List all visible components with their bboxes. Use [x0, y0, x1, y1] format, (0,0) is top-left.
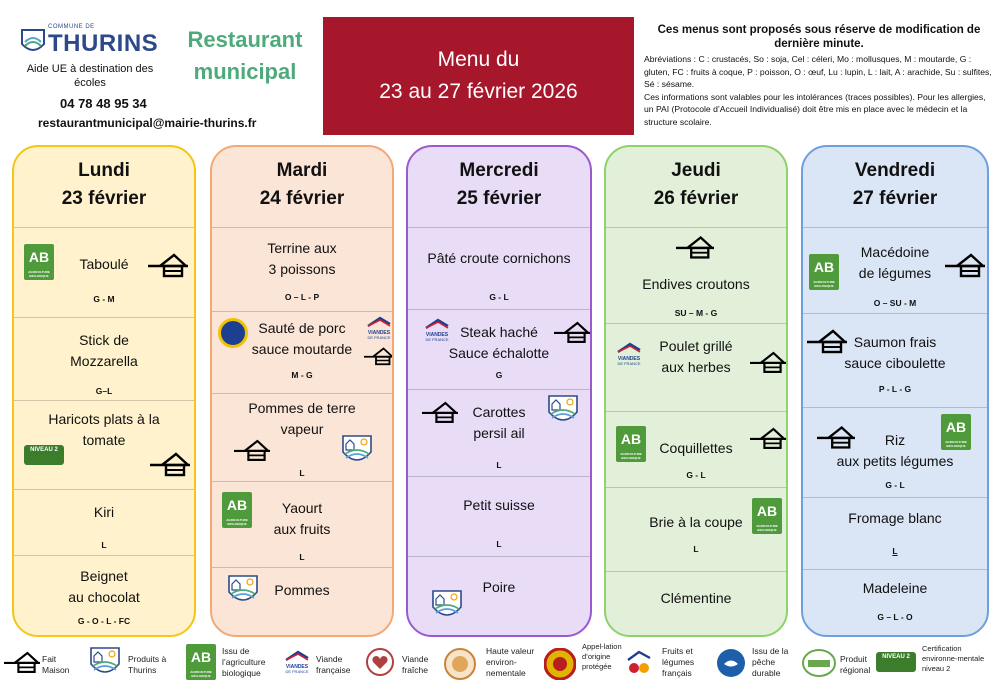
legend-fait-maison: Fait Maison — [42, 654, 70, 675]
dish-allergens: O – SU - M — [873, 298, 917, 308]
dish-name-line1: Steak haché — [460, 324, 538, 340]
dish-name-line1: Yaourt — [281, 500, 323, 516]
fait-maison-icon — [364, 346, 394, 366]
menu-banner-line1: Menu du — [437, 48, 520, 71]
dish-name — [212, 498, 392, 540]
bio-ab-icon: AB AGRICULTURE BIOLOGIQUE — [186, 644, 216, 680]
dish-name-line2: vapeur — [280, 421, 324, 437]
day-header — [803, 147, 987, 227]
dish-name-line2: au chocolat — [68, 589, 140, 605]
day-name: Vendredi — [854, 160, 936, 181]
dish-dessert — [606, 571, 786, 637]
fruits-legumes-francais-icon — [624, 648, 654, 676]
fait-maison-icon — [750, 426, 786, 450]
dish-name: Brie à la coupe — [649, 514, 743, 530]
day-name: Lundi — [78, 160, 130, 181]
day-name: Jeudi — [671, 160, 721, 181]
dish-name-line1: Haricots plats à la — [48, 411, 160, 427]
bio-ab-icon: AB AGRICULTURE BIOLOGIQUE — [752, 498, 782, 534]
legend-certification: Certification environne-mentale niveau 2 — [922, 644, 985, 673]
bio-ab-icon: AB AGRICULTURE BIOLOGIQUE — [941, 414, 971, 450]
dish-plat — [408, 309, 590, 389]
dish-name: Poire — [482, 579, 516, 595]
day-column-mercredi — [406, 145, 592, 637]
dish-name: Clémentine — [660, 590, 732, 606]
dish-name-line1: Sauté de porc — [258, 320, 346, 336]
dish-name: Pâté croute cornichons — [427, 250, 571, 266]
phone-number: 04 78 48 95 34 — [60, 96, 147, 111]
dish-name — [14, 566, 194, 608]
dish-name-line2: Mozzarella — [70, 353, 138, 369]
dish-name-line1: Pommes de terre — [248, 400, 356, 416]
dish-allergens: G — [495, 370, 503, 380]
dish-name: Kiri — [93, 504, 115, 520]
fait-maison-icon — [148, 252, 188, 278]
viande-francaise-icon — [282, 650, 312, 676]
dish-accompagnement — [606, 411, 786, 487]
dish-allergens: L — [892, 546, 898, 556]
legend-fruits-legumes: Fruits et légumes français — [662, 646, 695, 678]
day-date: 25 février — [456, 188, 542, 209]
legend-peche-durable: Issu de la pêche durable — [752, 646, 789, 678]
thurins-logo — [20, 26, 46, 56]
legend-viande-fraiche: Viande fraîche — [402, 654, 429, 675]
dish-entree — [803, 227, 987, 313]
day-name: Mardi — [276, 160, 328, 181]
dish-allergens: L — [299, 552, 305, 562]
dish-allergens: L — [496, 460, 502, 470]
dish-fromage — [14, 489, 194, 555]
dish-plat — [606, 323, 786, 411]
certification-niveau2-icon: NIVEAU 2 — [24, 445, 64, 465]
viande-francaise-icon — [364, 316, 394, 342]
dish-allergens: M - G — [291, 370, 313, 380]
dish-accompagnement — [14, 400, 194, 489]
dish-name-line2: aux herbes — [661, 359, 731, 375]
day-date: 26 février — [653, 188, 739, 209]
haute-valeur-environnementale-icon — [444, 648, 476, 680]
aop-label-icon — [544, 648, 576, 680]
dish-allergens: L — [299, 468, 305, 478]
dish-allergens: G – L - O — [877, 612, 913, 622]
dish-name-line2: de légumes — [858, 265, 932, 281]
dish-name: Fromage blanc — [848, 510, 942, 526]
day-header — [212, 147, 392, 227]
dish-name-line2: persil ail — [473, 425, 525, 441]
notice-title: Ces menus sont proposés sous réserve de modification de dernière minute. — [657, 24, 981, 50]
dish-name — [212, 238, 392, 280]
legend-hve: Haute valeur environ-nementale — [486, 646, 535, 678]
fait-maison-icon — [676, 234, 714, 260]
dish-entree — [408, 227, 590, 309]
dish-name: Endives croutons — [642, 276, 750, 292]
day-column-lundi — [12, 145, 196, 637]
bio-ab-icon: AB AGRICULTURE BIOLOGIQUE — [809, 254, 839, 290]
dish-name: Petit suisse — [463, 497, 535, 513]
day-name: Mercredi — [459, 160, 539, 181]
fait-maison-icon — [4, 650, 40, 674]
dish-name: Taboulé — [79, 256, 129, 272]
dish-name-line1: Poulet grillé — [659, 338, 733, 354]
dish-name-line1: Riz — [884, 432, 906, 448]
restaurant-title — [170, 24, 320, 88]
notice-abbreviations: Abréviations : C : crustacés, So : soja, Cel : céleri, Mo : mollusques, M : moutarde, G : gluten, FC : fruits à coque, P : poisson, O : œuf, Lu : lupin, L : lait, A : arachide, Su : sulfites, Sé : sésame. — [644, 54, 992, 89]
dish-accompagnement — [803, 407, 987, 497]
notice-intolerance: Ces informations sont valables pour les intolérances (traces possibles). Pour les allergies, un PAI (Protocole d’Accueil Individualisé) doit être mis en place avec le médecin et la structure scolaire. — [644, 91, 986, 127]
menu-banner — [323, 17, 634, 135]
dish-entree — [14, 227, 194, 317]
day-date: 24 février — [259, 188, 345, 209]
dish-allergens: G - M — [93, 294, 115, 304]
dish-name-line1: Beignet — [80, 568, 128, 584]
dish-name-line1: Stick de — [79, 332, 129, 348]
dish-name-line1: Macédoine — [860, 244, 930, 260]
dish-name-line2: sauce moutarde — [251, 341, 353, 357]
day-column-vendredi — [801, 145, 989, 637]
dish-dessert — [14, 555, 194, 637]
fait-maison-icon — [234, 438, 270, 462]
dish-name-line2: aux petits légumes — [836, 453, 954, 469]
restaurant-title-line2: municipal — [193, 59, 297, 84]
dish-name-line2: aux fruits — [273, 521, 331, 537]
logo-caption: COMMUNE DE — [48, 24, 95, 30]
dish-plat — [14, 317, 194, 400]
dish-name — [14, 330, 194, 372]
fait-maison-icon — [554, 320, 590, 344]
produits-thurins-icon — [340, 432, 374, 466]
email-address: restaurantmunicipal@mairie-thurins.fr — [38, 116, 257, 130]
dish-allergens: G - L — [489, 292, 509, 302]
dish-name-line2: sauce ciboulette — [844, 355, 946, 371]
fait-maison-icon — [750, 350, 786, 374]
dish-name-line2: 3 poissons — [268, 261, 336, 277]
dish-allergens: G - L — [686, 470, 706, 480]
dish-fromage — [408, 476, 590, 556]
viande-fraiche-heart-icon — [366, 648, 394, 676]
dish-entree — [212, 227, 392, 311]
dish-name: Coquillettes — [659, 440, 733, 456]
legend-produit-regional: Produit régional — [840, 654, 871, 675]
dish-allergens: L — [101, 540, 107, 550]
bio-ab-icon: AB AGRICULTURE BIOLOGIQUE — [222, 492, 252, 528]
dish-name-line2: tomate — [82, 432, 126, 448]
day-date: 27 février — [852, 188, 938, 209]
logo-name: THURINS — [48, 30, 159, 57]
day-column-mardi — [210, 145, 394, 637]
certification-niveau2-icon: NIVEAU 2 — [876, 652, 916, 672]
dish-name-line1: Terrine aux — [267, 240, 337, 256]
dish-name-line1: Saumon frais — [853, 334, 937, 350]
aid-text: Aide UE à destination des écoles — [26, 63, 154, 89]
produits-thurins-icon — [430, 587, 464, 621]
dish-fromage — [803, 497, 987, 569]
dish-fromage — [606, 487, 786, 571]
dish-allergens: O – L - P — [284, 292, 320, 302]
dish-allergens: L — [693, 544, 699, 554]
legend-bio: Issu de l’agriculture biologique — [222, 646, 266, 678]
legend — [0, 642, 1000, 692]
menu-banner-dates: 23 au 27 février 2026 — [379, 80, 578, 103]
legend-viande-francaise: Viande française — [316, 654, 351, 675]
produits-thurins-icon — [88, 644, 122, 678]
dish-name-line2: Sauce échalotte — [448, 345, 550, 361]
day-header — [606, 147, 786, 227]
fait-maison-icon — [945, 252, 985, 278]
dish-accompagnement — [212, 393, 392, 481]
day-header — [14, 147, 194, 227]
day-header — [408, 147, 590, 227]
dish-allergens: P - L - G — [878, 384, 912, 394]
dish-plat — [212, 311, 392, 393]
dish-entree — [606, 227, 786, 323]
dish-accompagnement — [408, 389, 590, 476]
dish-name — [803, 332, 987, 374]
restaurant-title-line1: Restaurant — [187, 27, 303, 52]
dish-allergens: G–L — [95, 386, 113, 396]
dish-dessert — [803, 569, 987, 633]
produit-regional-icon — [802, 648, 836, 678]
dish-dessert — [408, 556, 590, 636]
bio-ab-icon: AB AGRICULTURE BIOLOGIQUE — [24, 244, 54, 280]
legend-produits-thurins: Produits à Thurins — [128, 654, 167, 675]
day-date: 23 février — [61, 188, 147, 209]
produits-thurins-icon — [546, 392, 580, 426]
dish-plat — [803, 313, 987, 407]
peche-durable-icon — [716, 648, 746, 678]
dish-name: Madeleine — [862, 580, 928, 596]
dish-name-line1: Carottes — [472, 404, 526, 420]
legend-aop: Appel-lation d’origine protégée — [582, 642, 622, 671]
thurins-crest-icon — [20, 26, 46, 56]
dish-fromage — [212, 481, 392, 567]
dish-allergens: SU – M - G — [674, 308, 718, 318]
dish-allergens: G - L — [885, 480, 905, 490]
dish-name: Pommes — [274, 582, 330, 598]
day-column-jeudi — [604, 145, 788, 637]
dish-allergens: G - O - L - FC — [77, 616, 131, 626]
notice-block — [644, 23, 994, 128]
dish-dessert — [212, 567, 392, 637]
dish-allergens: L — [496, 539, 502, 549]
fait-maison-icon — [150, 451, 190, 477]
bio-ab-icon: AB AGRICULTURE BIOLOGIQUE — [616, 426, 646, 462]
